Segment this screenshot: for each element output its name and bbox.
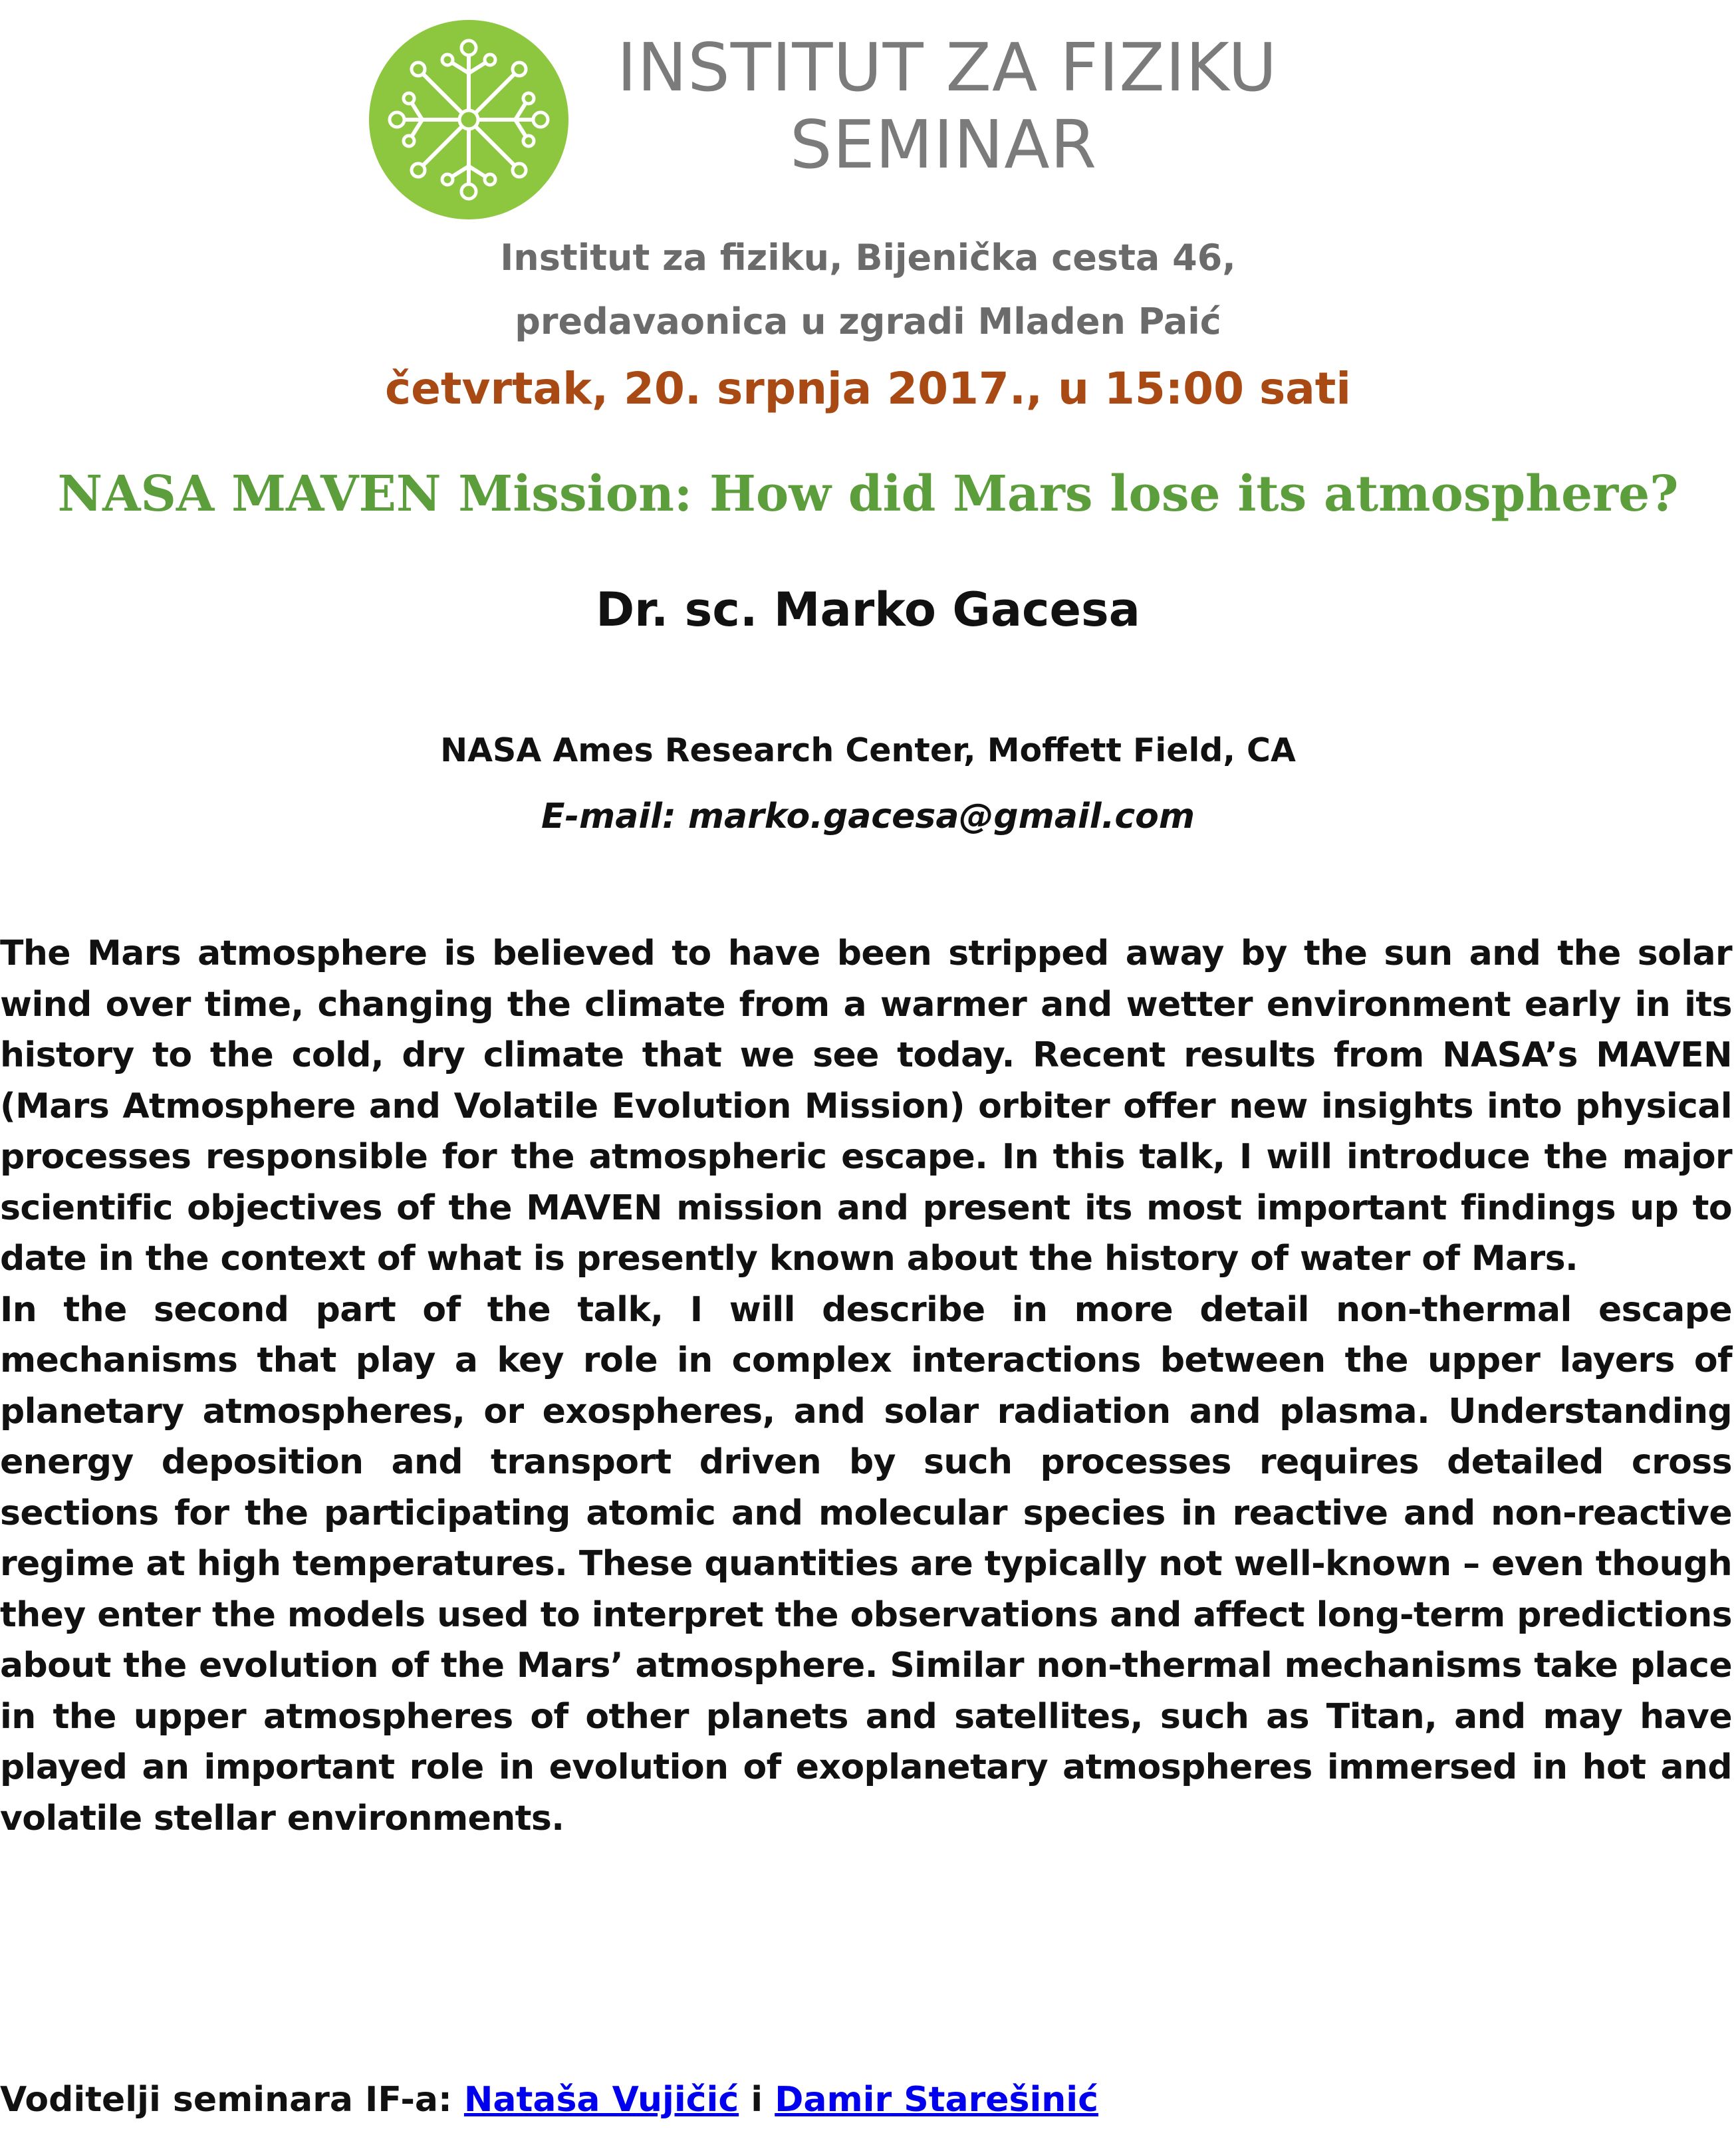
abstract-paragraph-1: The Mars atmosphere is believed to have been stripped away by the sun and the solar wind over time, changing the climate from a warmer and wetter environment early in its history to the cold, dry climate that we see today. Recent results from NASA’s MAVEN (Mars Atmosphere and Volatile Evolution Mission) orbiter offer new insights into physical processes responsible for the atmospheric escape. In this talk, I will introduce the major scientific objectives of the MAVEN mission and present its most important findings up to date in the context of what is presently known about the history of water of Mars. bbox=[0, 934, 1732, 1279]
seminar-date: četvrtak, 20. srpnja 2017., u 15:00 sati bbox=[385, 363, 1351, 414]
abstract-paragraph-2: In the second part of the talk, I will describe in more detail non-thermal escape mechanisms that play a key role in complex interactions between the upper layers of planetary atmospheres, or exospheres, and solar radiation and plasma. Understanding energy deposition and transport driven by such processes requires detailed cross sections for the participating atomic and molecular species in reactive and non-reactive regime at high temperatures. These quantities are typically not well-known – even though they enter the models used to interpret the observations and affect long-term predictions about the evolution of the Mars’ atmosphere. Similar non-thermal mechanisms take place in the upper atmospheres of other planets and satellites, such as Titan, and may have played an important role in evolution of exoplanetary atmospheres immersed in hot and volatile stellar environments. bbox=[0, 1289, 1732, 1838]
logo-title: INSTITUT ZA FIZIKU bbox=[617, 29, 1278, 106]
institute-logo bbox=[369, 20, 568, 219]
venue-room: predavaonica u zgradi Mladen Paić bbox=[515, 301, 1221, 342]
venue-address: Institut za fiziku, Bijenička cesta 46, bbox=[500, 237, 1236, 279]
organizers-footer bbox=[0, 2080, 1098, 2120]
speaker-affiliation: NASA Ames Research Center, Moffett Field, CA bbox=[440, 731, 1296, 769]
organizers-connector: i bbox=[751, 2080, 763, 2120]
seminar-title: NASA MAVEN Mission: How did Mars lose its atmosphere? bbox=[57, 465, 1679, 523]
speaker-name: Dr. sc. Marko Gacesa bbox=[596, 582, 1140, 637]
organizer-link-staresinic[interactable]: Damir Starešinić bbox=[775, 2080, 1098, 2120]
speaker-email: E-mail: marko.gacesa@gmail.com bbox=[541, 797, 1195, 836]
logo-subtitle: SEMINAR bbox=[790, 106, 1098, 184]
organizer-link-vujicic[interactable]: Nataša Vujičić bbox=[463, 2080, 739, 2120]
organizers-label: Voditelji seminara IF-a: bbox=[0, 2080, 452, 2120]
molecule-star-icon bbox=[369, 20, 568, 219]
abstract bbox=[0, 928, 1732, 1844]
